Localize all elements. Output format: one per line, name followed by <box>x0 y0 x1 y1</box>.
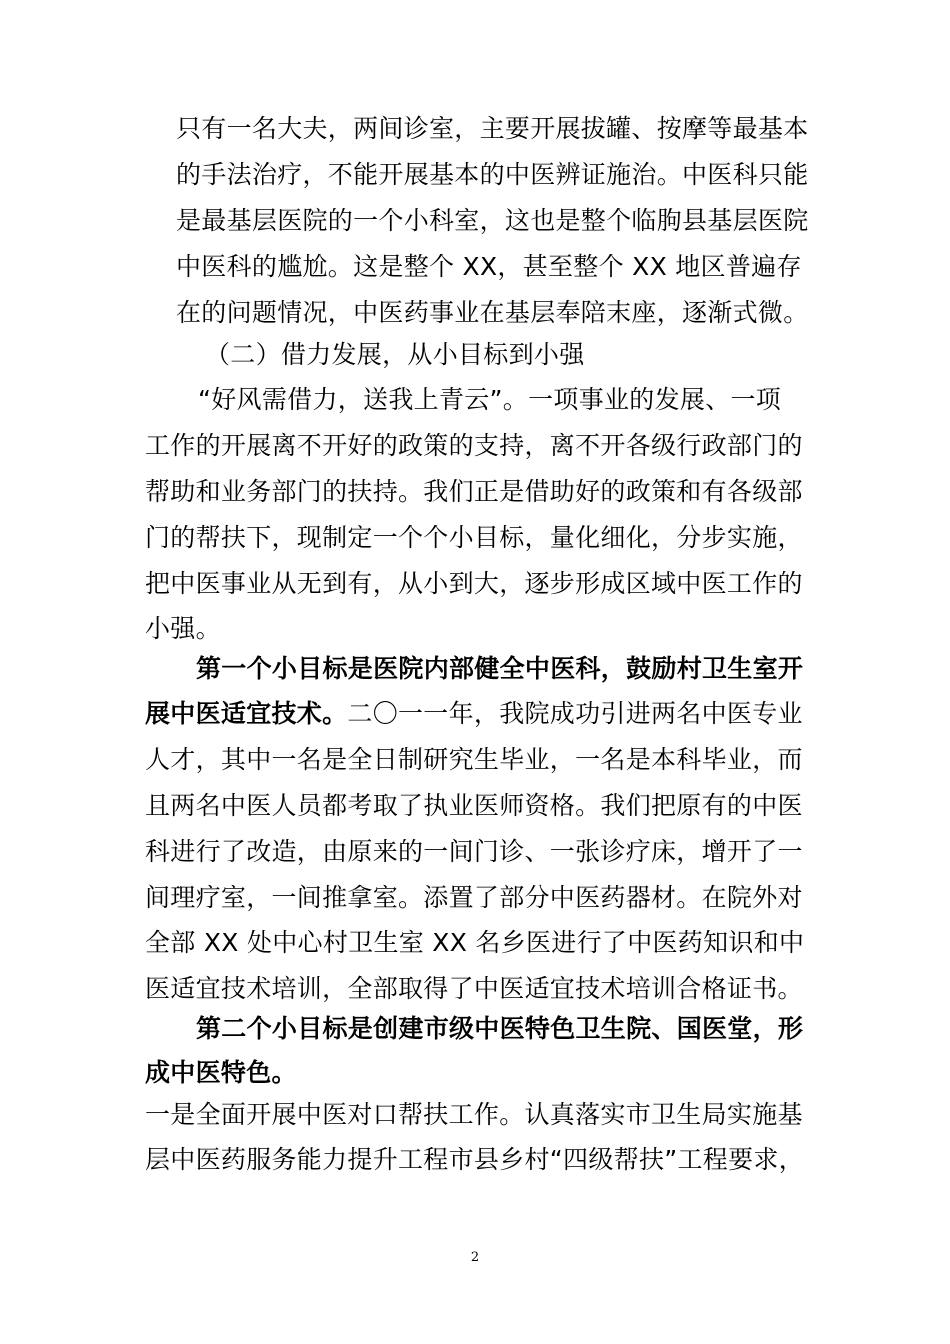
text-line: 间理疗室，一间推拿室。添置了部分中医药器材。在院外对 <box>145 883 803 912</box>
page-number: 2 <box>470 1250 480 1265</box>
text-line: 只有一名大夫，两间诊室，主要开展拔罐、按摩等最基本 <box>176 114 809 143</box>
text-segment: 二〇一一年，我院成功引进两名中医专业 <box>347 699 803 728</box>
text-line: 医适宜技术培训，全部取得了中医适宜技术培训合格证书。 <box>145 974 803 1003</box>
text-line: 且两名中医人员都考取了执业医师资格。我们把原有的中医 <box>145 791 803 820</box>
text-line: 门的帮扶下，现制定一个个小目标，量化细化，分步实施， <box>145 523 803 552</box>
bold-heading-line: 展中医适宜技术。 <box>145 699 348 728</box>
text-line: 是最基层医院的一个小科室，这也是整个临朐县基层医院 <box>176 206 809 235</box>
bold-heading-line: 第二个小目标是创建市级中医特色卫生院、国医堂，形 <box>196 1014 804 1043</box>
text-line: 中医科的尴尬。这是整个 XX，甚至整个 XX 地区普遍存 <box>176 252 802 281</box>
text-line: 的手法治疗，不能开展基本的中医辨证施治。中医科只能 <box>176 160 809 189</box>
text-line <box>145 697 803 731</box>
text-line: 一是全面开展中医对口帮扶工作。认真落实市卫生局实施基 <box>145 1100 803 1129</box>
text-line: 科进行了改造，由原来的一间门诊、一张诊疗床，增开了一 <box>145 837 803 866</box>
text-line: 层中医药服务能力提升工程市县乡村“四级帮扶”工程要求， <box>145 1145 805 1174</box>
text-line: 小强。 <box>145 614 221 643</box>
bold-heading-line: 成中医特色。 <box>145 1058 297 1087</box>
text-line: 帮助和业务部门的扶持。我们正是借助好的政策和有各级部 <box>145 477 803 506</box>
section-heading: （二）借力发展，从小目标到小强 <box>205 340 585 369</box>
text-line: 在的问题情况，中医药事业在基层奉陪末座，逐渐式微。 <box>176 298 809 327</box>
text-line: 全部 XX 处中心村卫生室 XX 名乡医进行了中医药知识和中 <box>145 928 805 957</box>
bold-heading-line: 第一个小目标是医院内部健全中医科，鼓励村卫生室开 <box>196 654 804 683</box>
text-line: 人才，其中一名是全日制研究生毕业，一名是本科毕业，而 <box>145 745 803 774</box>
text-line: “好风需借力，送我上青云”。一项事业的发展、一项 <box>198 385 782 414</box>
text-line: 工作的开展离不开好的政策的支持，离不开各级行政部门的 <box>145 431 803 460</box>
text-line: 把中医事业从无到有，从小到大，逐步形成区域中医工作的 <box>145 569 803 598</box>
